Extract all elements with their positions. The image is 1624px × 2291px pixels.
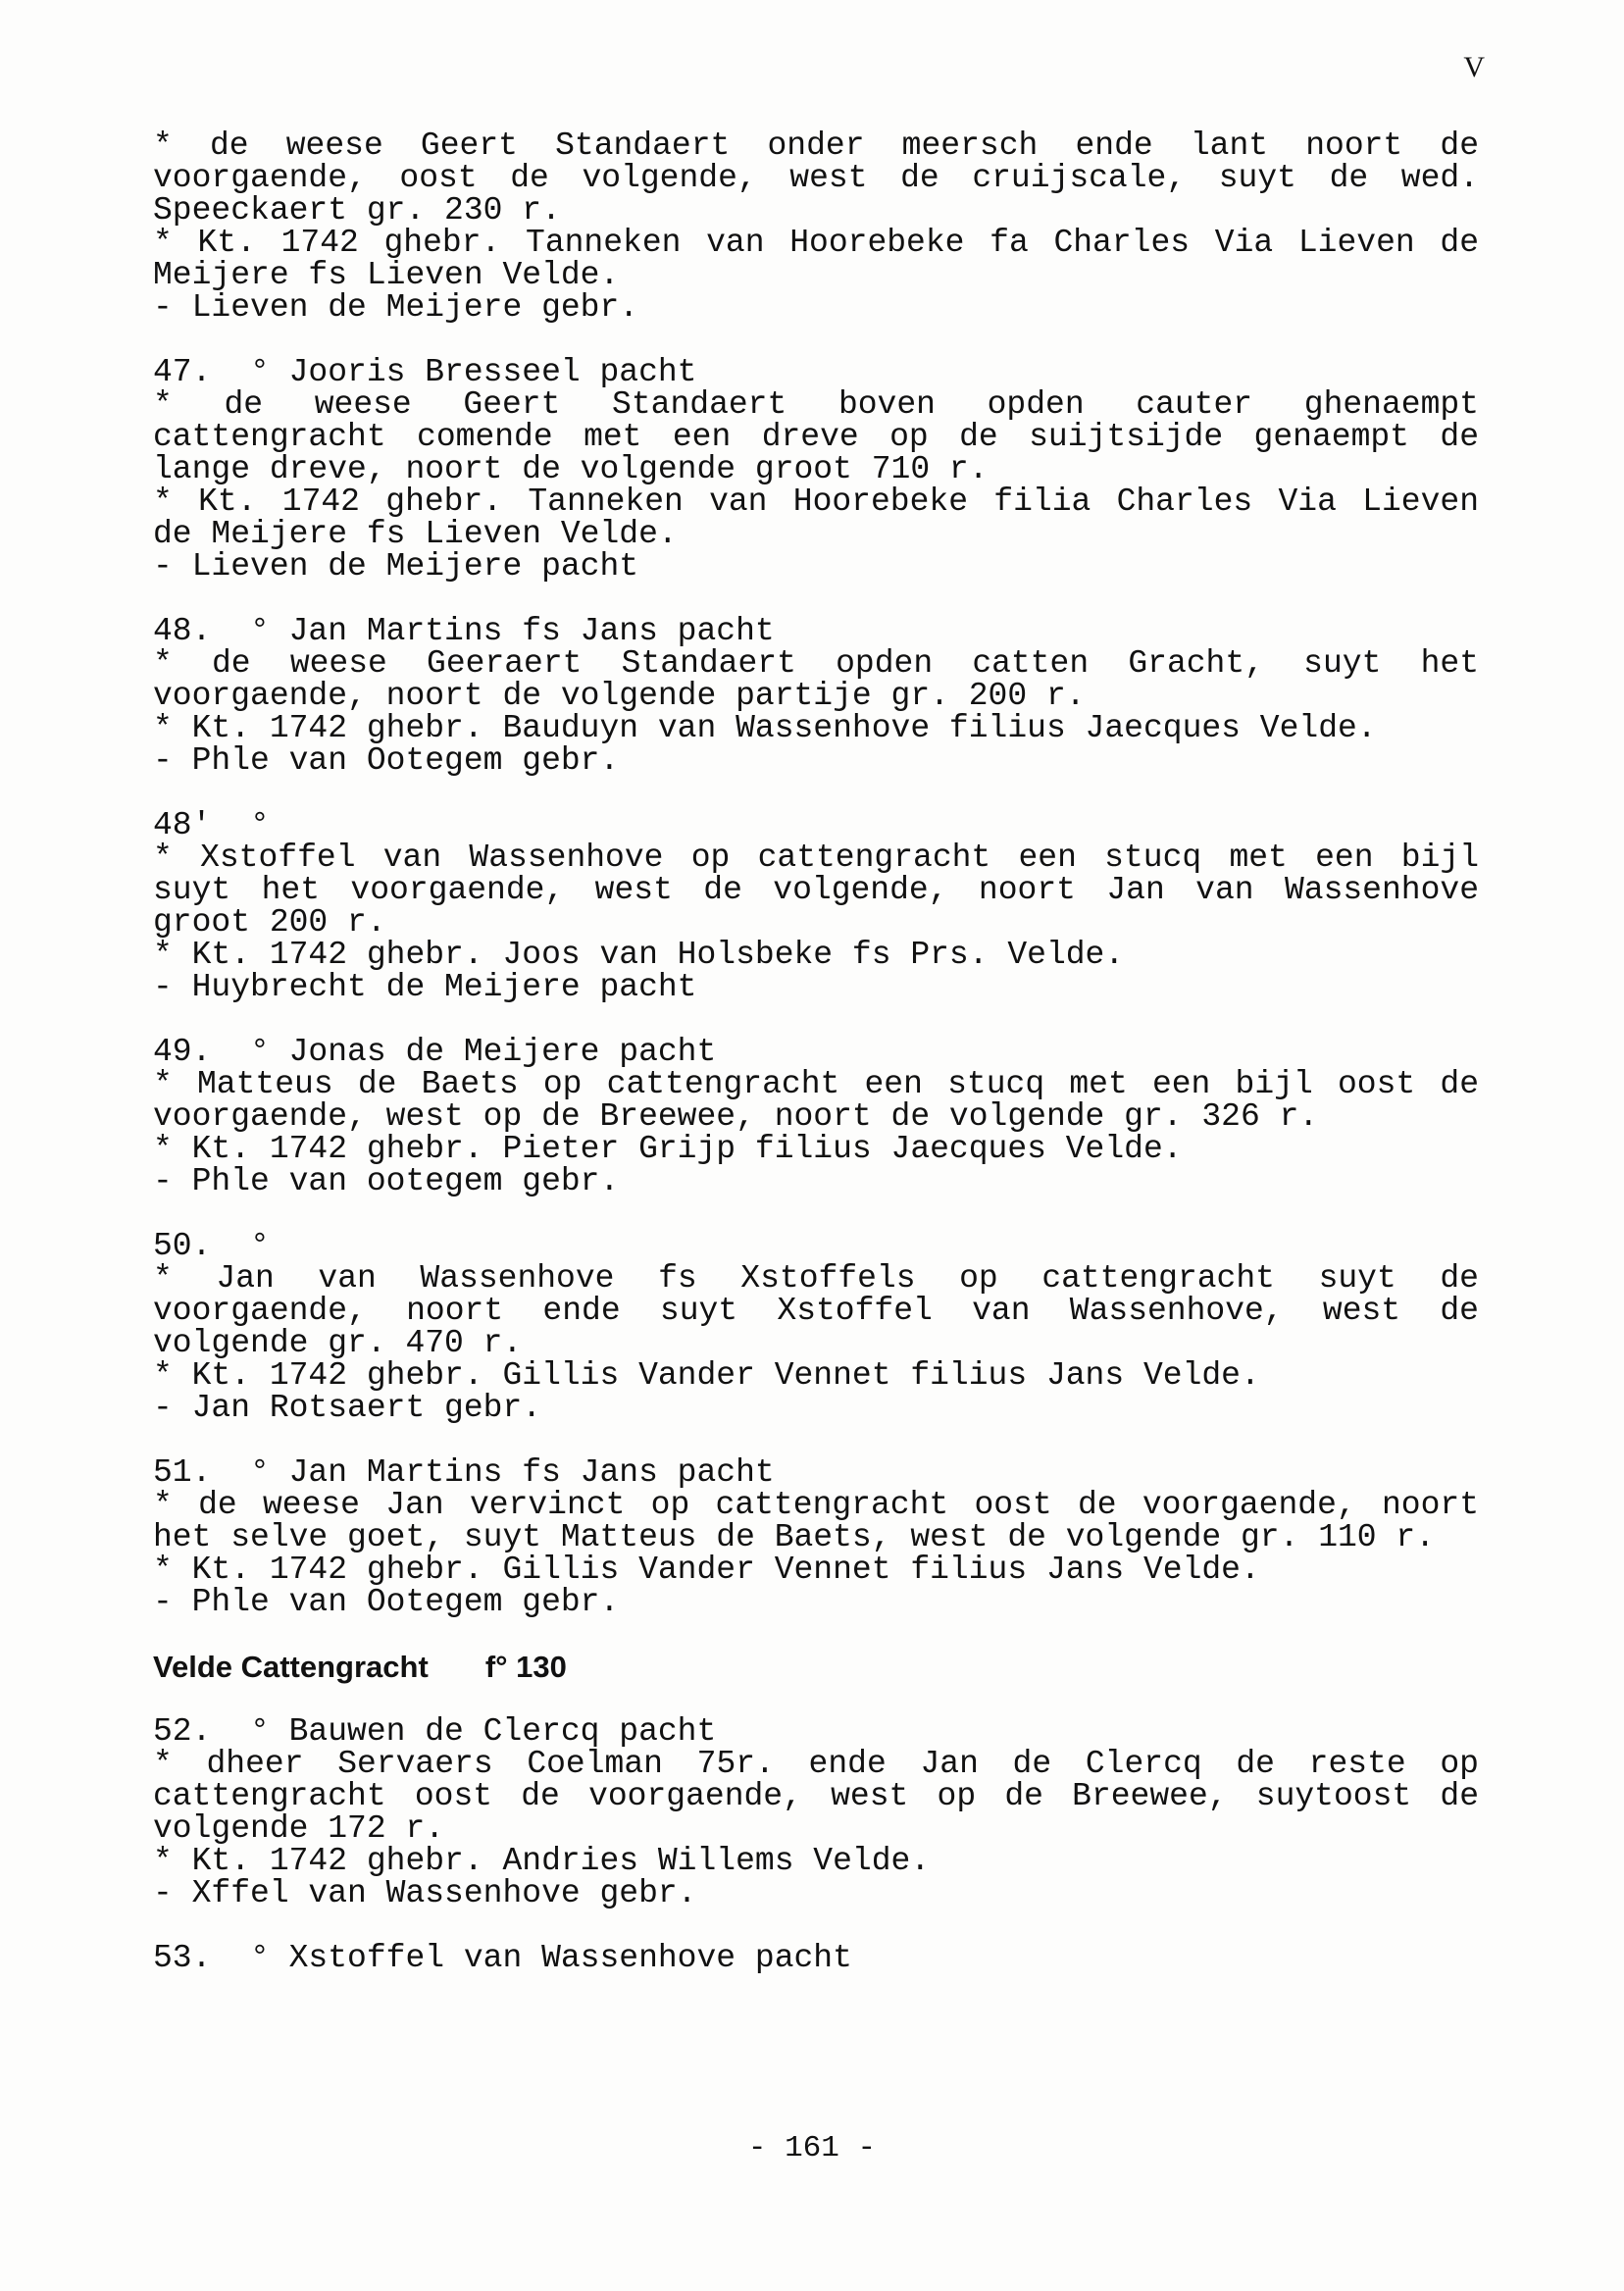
entry-53 [153, 1942, 1479, 1974]
entry-48-prime [153, 809, 1479, 1003]
text-line: * de weese Geert Standaert onder meersch ende lant noort de [153, 127, 1479, 164]
entry-47 [153, 356, 1479, 583]
text-line: * Kt. 1742 ghebr. Joos van Holsbeke fs Prs. Velde. [153, 937, 1125, 973]
text-line: Speeckaert gr. 230 r. [153, 192, 561, 229]
section-folio: f° 130 [484, 1650, 567, 1684]
text-line: * Xstoffel van Wassenhove op cattengracht een stucq met een bijl [153, 840, 1479, 876]
entry-intro [153, 129, 1479, 324]
text-line: cattengracht oost de voorgaende, west op de Breewee, suytoost de [153, 1778, 1479, 1814]
text-line: - Phle van Ootegem gebr. [153, 1584, 620, 1620]
text-line: - Lieven de Meijere gebr. [153, 289, 639, 326]
text-line: - Xffel van Wassenhove gebr. [153, 1875, 697, 1911]
text-line: 51. ° Jan Martins fs Jans pacht [153, 1454, 775, 1491]
section-title: Velde Cattengracht [153, 1650, 429, 1684]
text-line: * Jan van Wassenhove fs Xstoffels op cattengracht suyt de [153, 1260, 1479, 1297]
text-line: de Meijere fs Lieven Velde. [153, 516, 678, 552]
text-line: voorgaende, oost de volgende, west de cruijscale, suyt de wed. [153, 160, 1479, 196]
text-line: - Jan Rotsaert gebr. [153, 1390, 542, 1426]
text-line: * Kt. 1742 ghebr. Tanneken van Hoorebeke fa Charles Via Lieven de [153, 225, 1479, 261]
text-line: - Phle van Ootegem gebr. [153, 742, 620, 779]
text-line: cattengracht comende met een dreve op de suijtsijde genaempt de [153, 419, 1479, 455]
text-line: 52. ° Bauwen de Clercq pacht [153, 1713, 717, 1750]
text-line: suyt het voorgaende, west de volgende, noort Jan van Wassenhove [153, 872, 1479, 908]
entry-50 [153, 1230, 1479, 1424]
text-line: voorgaende, noort ende suyt Xstoffel van Wassenhove, west de [153, 1293, 1479, 1329]
text-line: voorgaende, west op de Breewee, noort de volgende gr. 326 r. [153, 1098, 1319, 1135]
text-line: * Kt. 1742 ghebr. Gillis Vander Vennet filius Jans Velde. [153, 1552, 1260, 1588]
text-line: * Kt. 1742 ghebr. Andries Willems Velde. [153, 1843, 931, 1879]
text-line: * Matteus de Baets op cattengracht een stucq met een bijl oost de [153, 1066, 1479, 1102]
text-line: * Kt. 1742 ghebr. Bauduyn van Wassenhove filius Jaecques Velde. [153, 710, 1377, 746]
text-line: 48' ° [153, 807, 270, 843]
document-body [153, 129, 1479, 2007]
text-line: - Phle van ootegem gebr. [153, 1163, 620, 1199]
text-line: groot 200 r. [153, 904, 386, 941]
text-line: 47. ° Jooris Bresseel pacht [153, 354, 697, 390]
text-line: het selve goet, suyt Matteus de Baets, west de volgende gr. 110 r. [153, 1519, 1436, 1555]
text-line: * Kt. 1742 ghebr. Gillis Vander Vennet filius Jans Velde. [153, 1357, 1260, 1394]
page-number: - 161 - [747, 2131, 877, 2165]
entry-52 [153, 1715, 1479, 1909]
text-line: volgende 172 r. [153, 1810, 445, 1847]
text-line: 53. ° Xstoffel van Wassenhove pacht [153, 1940, 852, 1976]
text-line: 49. ° Jonas de Meijere pacht [153, 1034, 717, 1070]
text-line: * de weese Geert Standaert boven opden cauter ghenaempt [153, 386, 1479, 423]
text-line: * dheer Servaers Coelman 75r. ende Jan de Clercq de reste op [153, 1746, 1479, 1782]
text-line: * de weese Geeraert Standaert opden catten Gracht, suyt het [153, 645, 1479, 682]
entry-49 [153, 1036, 1479, 1197]
text-line: volgende gr. 470 r. [153, 1325, 523, 1361]
text-line: * Kt. 1742 ghebr. Tanneken van Hoorebeke filia Charles Via Lieven [153, 484, 1479, 520]
page-letter: V [1463, 51, 1485, 83]
text-line: Meijere fs Lieven Velde. [153, 257, 620, 293]
text-line: - Lieven de Meijere pacht [153, 548, 639, 585]
text-line: * de weese Jan vervinct op cattengracht oost de voorgaende, noort [153, 1487, 1479, 1523]
text-line: lange dreve, noort de volgende groot 710 r. [153, 451, 989, 487]
text-line: voorgaende, noort de volgende partije gr. 200 r. [153, 678, 1086, 714]
section-heading [153, 1651, 1479, 1683]
text-line: - Huybrecht de Meijere pacht [153, 969, 697, 1005]
text-line: 50. ° [153, 1228, 270, 1264]
text-line: * Kt. 1742 ghebr. Pieter Grijp filius Jaecques Velde. [153, 1131, 1183, 1167]
entry-51 [153, 1456, 1479, 1618]
entry-48 [153, 615, 1479, 777]
text-line: 48. ° Jan Martins fs Jans pacht [153, 613, 775, 649]
